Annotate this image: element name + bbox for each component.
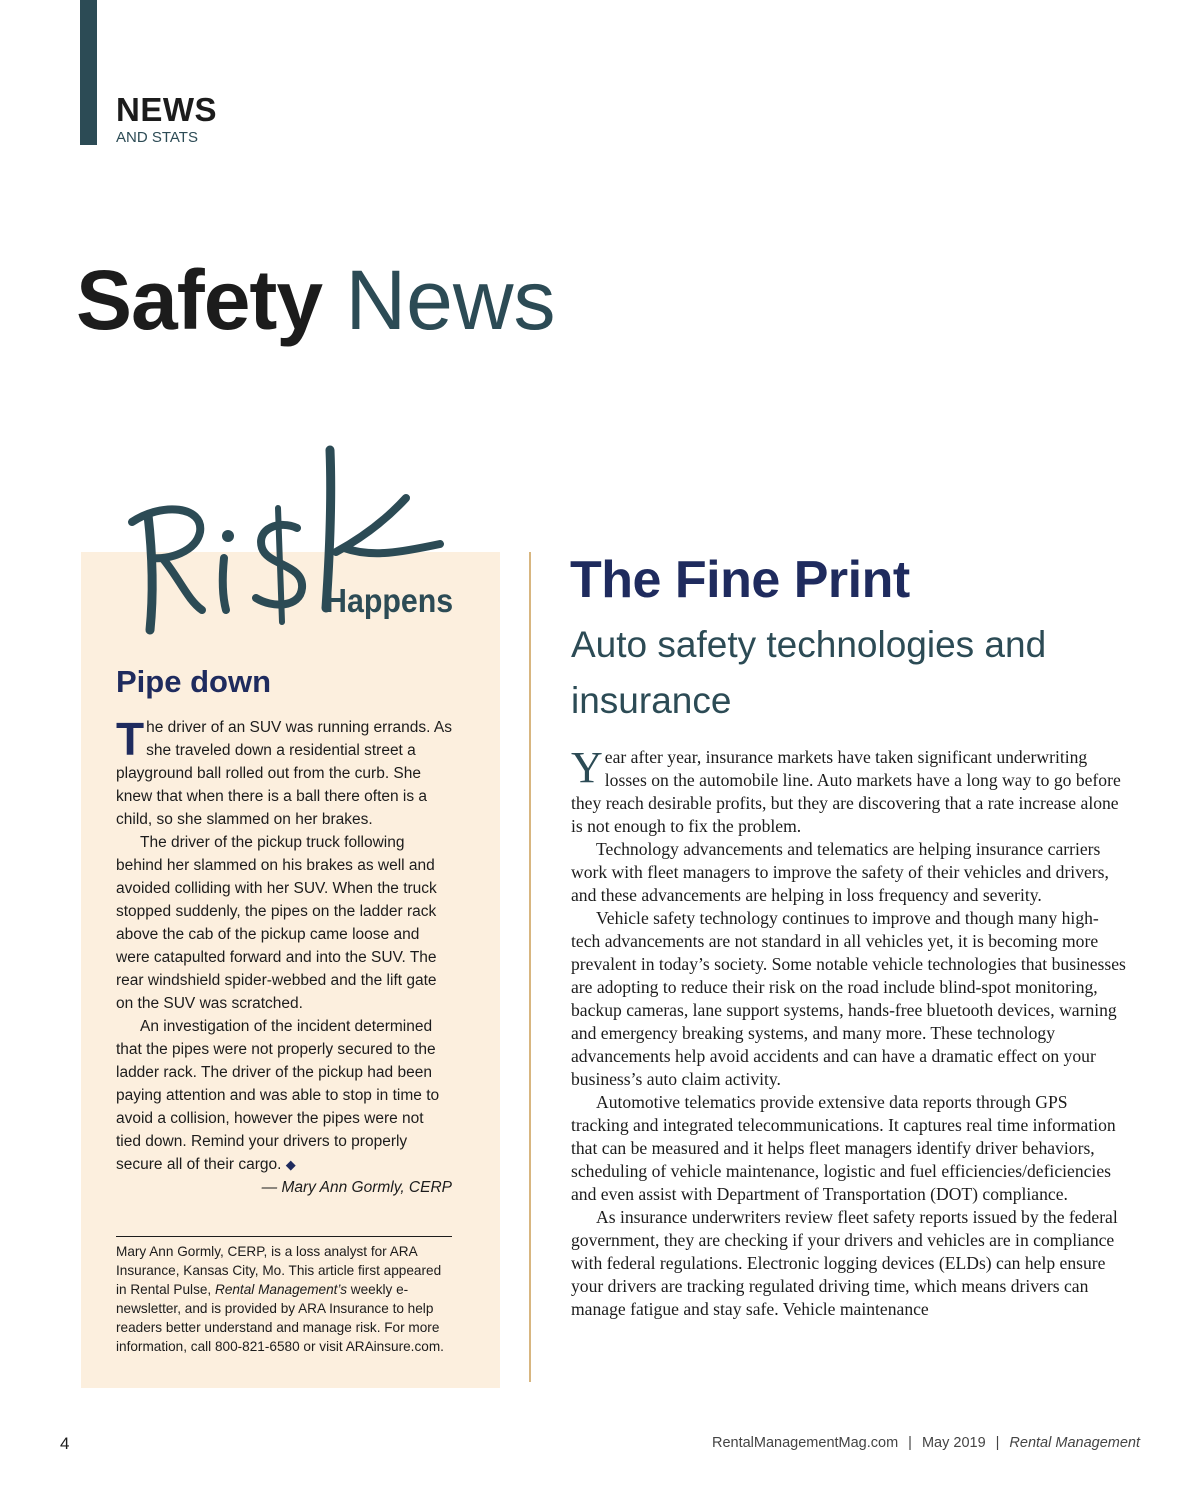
footer-magazine: Rental Management — [1009, 1435, 1140, 1451]
sidebar-byline: — Mary Ann Gormly, CERP — [261, 1179, 452, 1196]
page-title-light: News — [345, 253, 556, 347]
page-title-bold: Safety — [76, 253, 323, 347]
article-paragraph-1-text: ear after year, insurance markets have taken significant underwriting losses on the automobile line. Auto markets have a long way to go before they reach desirable profits, but they are discovering that a rate increase alone is not enough to fix the problem. — [571, 747, 1121, 836]
sidebar-paragraph-1 — [116, 713, 452, 831]
article-paragraph-4: Automotive telematics provide extensive data reports through GPS tracking and integrated telecommunications. It captures real time information that can be measured and it helps fleet managers identify driver behaviors, scheduling of vehicle maintenance, logistic and fuel efficiencies/deficiencies and even assist with Department of Transportation (DOT) compliance. — [571, 1092, 1116, 1204]
sidebar-paragraph-1-text: he driver of an SUV was running errands. As she traveled down a residential street a playground ball rolled out from the curb. She knew that when there is a ball there often is a child, so she slammed on her brakes. — [116, 719, 452, 828]
end-mark-icon: ◆ — [285, 1157, 296, 1172]
article-paragraph-5: As insurance underwriters review fleet safety reports issued by the federal government, they are checking if your drivers and vehicles are in compliance with federal regulations. Electronic logging devices (ELDs) can help ensure your drivers are tracking regulated driving time, which means drivers can manage fatigue and stay safe. Vehicle maintenance — [571, 1207, 1118, 1319]
footer-separator: | — [995, 1435, 1000, 1451]
page-number: 4 — [60, 1434, 70, 1453]
page-footer — [712, 1435, 1140, 1451]
risk-logo-tagline: Happens — [325, 581, 454, 620]
section-accent-bar — [80, 0, 97, 145]
footer-website: RentalManagementMag.com — [711, 1435, 899, 1451]
sidebar-dropcap: T — [116, 713, 145, 765]
section-title: NEWS — [116, 91, 217, 128]
section-subtitle: AND STATS — [116, 129, 198, 146]
sidebar-body — [116, 713, 452, 1199]
sidebar-heading: Pipe down — [116, 664, 271, 699]
article-paragraph-3: Vehicle safety technology continues to improve and though many high-tech advancements are not standard in all vehicles yet, it is becoming more prevalent in today’s society. Some notable vehicle technologies that businesses are adopting to reduce their risk on the road include blind-spot monitoring, backup cameras, lane support systems, hands-free bluetooth devices, warning and emergency breaking systems, and many more. These technology advancements help avoid accidents and can have a dramatic effect on your business’s auto claim activity. — [571, 908, 1126, 1089]
article-dropcap: Y — [571, 743, 603, 792]
article-subtitle: Auto safety technologies and insurance — [571, 624, 1047, 721]
page-title — [76, 252, 556, 348]
bio-divider — [116, 1236, 452, 1237]
risk-happens-logo — [122, 440, 462, 650]
author-bio-text-1: Mary Ann Gormly, CERP, is a loss analyst for ARA Insurance, Kansas City, Mo. This article first appeared in Rental Pulse, — [116, 1244, 442, 1297]
sidebar-paragraph-2: The driver of the pickup truck following behind her slammed on his brakes as well and avoided colliding with her SUV. When the truck stopped suddenly, the pipes on the ladder rack above the cab of the pickup came loose and were catapulted forward and into the SUV. The rear windshield spider-webbed and the lift gate on the SUV was scratched. — [116, 834, 437, 1012]
article-body — [571, 743, 1127, 1321]
article-paragraph-2: Technology advancements and telematics are helping insurance carriers work with fleet managers to improve the safety of their vehicles and drivers, and these advancements are helping in loss frequency and severity. — [571, 839, 1109, 905]
footer-separator: | — [908, 1435, 912, 1451]
sidebar-paragraph-3 — [116, 1015, 452, 1176]
author-bio-text-2: weekly e-newsletter, and is provided by ARA Insurance to help readers better understand and manage risk. For more information, call 800-821-6580 or visit ARAinsure.com. — [116, 1282, 444, 1354]
article-paragraph-1 — [571, 743, 1127, 838]
sidebar-paragraph-3-text: An investigation of the incident determined that the pipes were not properly secured to the ladder rack. The driver of the pickup had been paying attention and was able to stop in time to avoid a collision, however the pipes were not tied down. Remind your drivers to properly secure all of their cargo. — [116, 1018, 440, 1173]
footer-date: May 2019 — [921, 1435, 986, 1451]
column-divider — [529, 552, 531, 1382]
article-title: The Fine Print — [570, 551, 910, 609]
author-bio-italic: Rental Management’s — [215, 1282, 347, 1297]
author-bio — [116, 1242, 452, 1356]
